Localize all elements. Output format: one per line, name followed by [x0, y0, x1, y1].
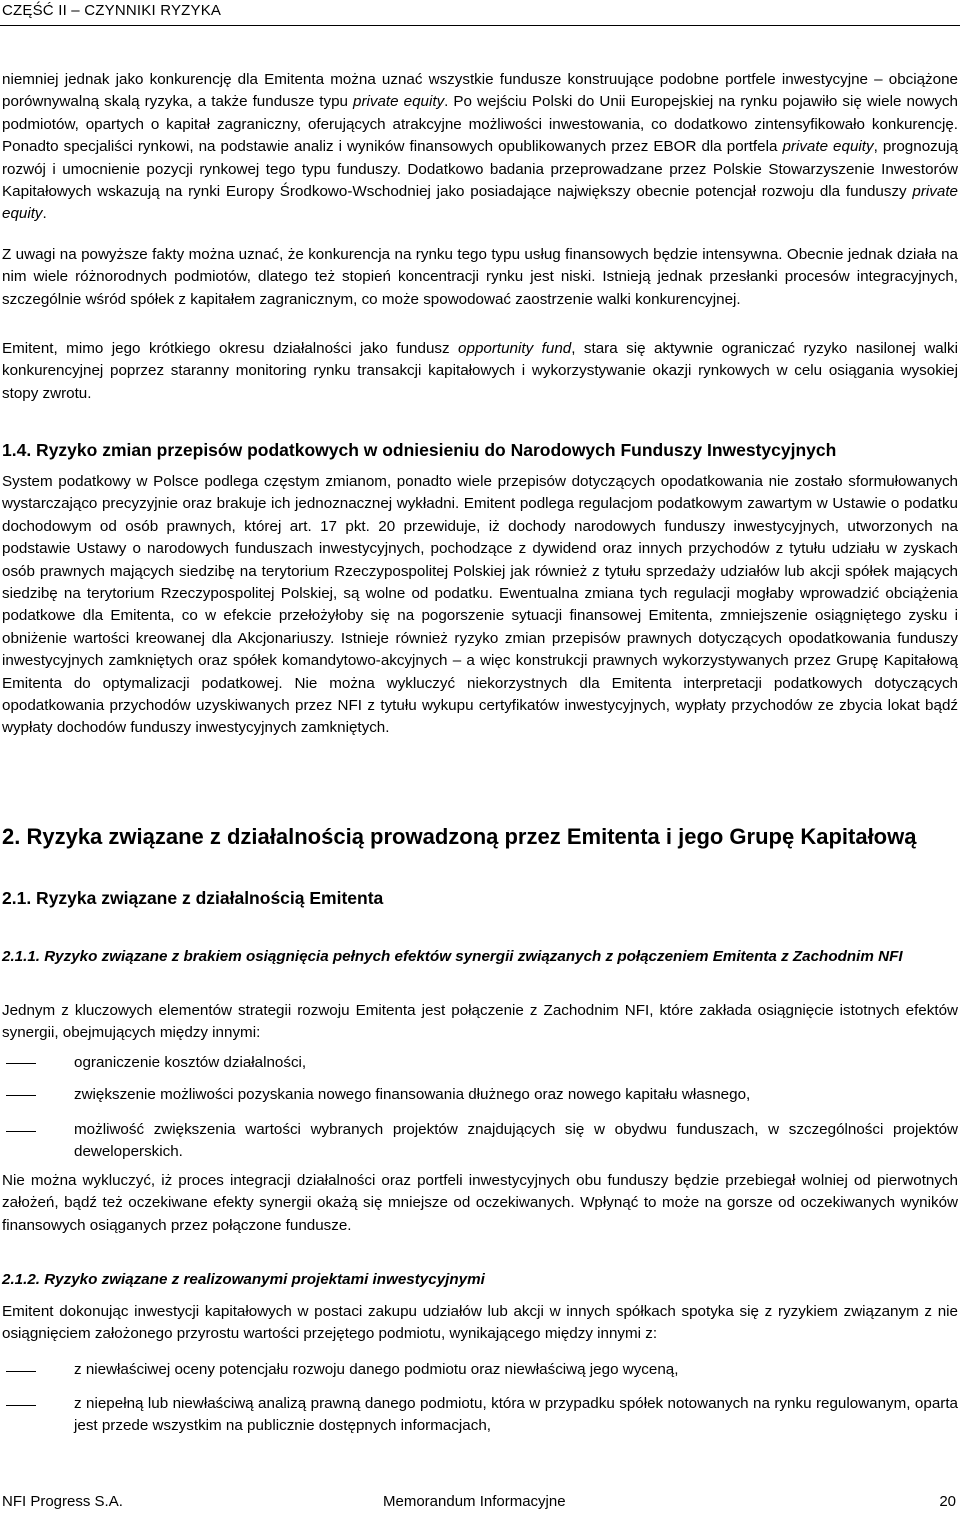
paragraph-synergy-intro: Jednym z kluczowych elementów strategii rozwoju Emitenta jest połączenie z Zachodnim NFI, które zakłada osiągnięcie istotnych efektów synergii, obejmujących między innymi: — [2, 1002, 958, 1042]
running-header: CZĘŚĆ II – CZYNNIKI RYZYKA — [2, 2, 222, 19]
list-item: zwiększenie możliwości pozyskania nowego finansowania dłużnego oraz nowego kapitału własnego, — [74, 1086, 751, 1103]
section-heading-2-1-1: 2.1.1. Ryzyko związane z brakiem osiągnięcia pełnych efektów synergii związanych z połączeniem Emitenta z Zachodnim NFI — [2, 948, 903, 965]
list-dash — [6, 1371, 36, 1372]
paragraph-tax-system: System podatkowy w Polsce podlega częstym zmianom, ponadto wiele przepisów dotyczących opodatkowania nie zostało sformułowanych wystarczająco precyzyjnie oraz brakuje ich jednoznacznej wykładni. Emitent podlega regulacjom podatkowym zawartym w Ustawie o podatku dochodowym od osób prawnych, której art. 17 pkt. 20 przewiduje, iż dochody narodowych funduszy inwestycyjnych, utworzonych na podstawie Ustawy o narodowych funduszach inwestycyjnych, pochodzące z dywidend oraz innych przychodów z tytułu udziału w zyskach osób prawnych mających siedzibę na terytorium Rzeczypospolitej Polskiej jak również z tytułu sprzedaży udziałów lub akcji spółek mających siedzibę na terytorium Rzeczypospolitej Polskiej, są wolne od podatku. Ewentualna zmiana tych regulacji mogłaby wprowadzić obciążenia podatkowe dla Emitenta, co w efekcie przełożyłoby się na pogorszenie sytuacji finansowej Emitenta, zmniejszenie osiągniętego zysku i obniżenie wartości kreowanej dla Akcjonariuszy. Istnieje również ryzyko zmian przepisów prawnych dotyczących opodatkowania funduszy inwestycyjnych zamkniętych oraz spółek komandytowo-akcyjnych – a więc konstrukcji prawnych wykorzystywanych przez Grupę Kapitałową Emitenta do optymalizacji podatkowej. Nie można wykluczyć niekorzystnych dla Emitenta interpretacji podatkowych dotyczących opodatkowania przychodów uzyskiwanych przez NFI z tytułu wykupu certyfikatów inwestycyjnych, wypłaty przychodów ze zbycia lokat bądź wypłaty dochodów funduszy inwestycyjnych zamkniętych. — [2, 473, 958, 737]
list-item: z niepełną lub niewłaściwą analizą prawną danego podmiotu, która w przypadku spółek notowanych na rynku regulowanym, oparta jest przede wszystkim na publicznie dostępnych informacjach, — [74, 1395, 958, 1435]
footer-company: NFI Progress S.A. — [2, 1493, 123, 1510]
footer-page-number: 20 — [939, 1493, 956, 1510]
list-dash — [6, 1063, 36, 1064]
section-heading-2-1-2: 2.1.2. Ryzyko związane z realizowanymi projektami inwestycyjnymi — [2, 1271, 485, 1288]
section-heading-2: 2. Ryzyka związane z działalnością prowadzoną przez Emitenta i jego Grupę Kapitałową — [2, 824, 917, 849]
list-dash — [6, 1095, 36, 1096]
paragraph-integration-risk: Nie można wykluczyć, iż proces integracji działalności oraz portfeli inwestycyjnych obu funduszy będzie przebiegał wolniej od pierwotnych założeń, bądź też oczekiwane efekty synergii okażą się mniejsze od oczekiwanych. Wpłynąć to może na gorsze od oczekiwanych wyników finansowych osiąganych przez połączone fundusze. — [2, 1172, 958, 1234]
footer-document-title: Memorandum Informacyjne — [383, 1493, 566, 1510]
paragraph-market-intensity: Z uwagi na powyższe fakty można uznać, że konkurencja na rynku tego typu usług finansowych będzie intensywna. Obecnie jednak działa na nim wiele różnorodnych podmiotów, dlatego też stopień koncentracji rynku jest niski. Istnieją jednak przesłanki procesów integracyjnych, szczególnie wśród spółek z kapitałem zagranicznym, co może spowodować zaostrzenie walki konkurencyjnej. — [2, 246, 958, 308]
list-dash — [6, 1405, 36, 1406]
paragraph-investment-risk: Emitent dokonując inwestycji kapitałowych w postaci zakupu udziałów lub akcji w innych spółkach spotyka się z ryzykiem związanym z nie osiągnięciem założonego przyrostu wartości przejętego podmiotu, wynikającego między innymi z: — [2, 1303, 958, 1343]
list-dash — [6, 1131, 36, 1132]
list-item: ograniczenie kosztów działalności, — [74, 1054, 307, 1071]
list-item: z niewłaściwej oceny potencjału rozwoju danego podmiotu oraz niewłaściwą jego wyceną, — [74, 1361, 679, 1378]
section-heading-1-4: 1.4. Ryzyko zmian przepisów podatkowych w odniesieniu do Narodowych Funduszy Inwestycyjnych — [2, 440, 837, 460]
header-divider — [0, 25, 960, 26]
paragraph-emitent-strategy: Emitent, mimo jego krótkiego okresu działalności jako fundusz opportunity fund, stara się aktywnie ograniczać ryzyko nasilonej walki konkurencyjnej poprzez staranny monitoring rynku transakcji kapitałowych i wykorzystywanie okazji rynkowych w celu osiągania wysokiej stopy zwrotu. — [2, 340, 958, 402]
paragraph-competition: niemniej jednak jako konkurencję dla Emitenta można uznać wszystkie fundusze konstruujące podobne portfele inwestycyjne – obciążone porównywalną skalą ryzyka, a także fundusze typu private equity. Po wejściu Polski do Unii Europejskiej na rynku pojawiło się wiele nowych podmiotów, opartych o kapitał zagraniczny, oferujących atrakcyjne możliwości inwestowania, co dodatkowo zintensyfikowało konkurencję. Ponadto specjaliści rynkowi, na podstawie analiz i wyników finansowych opublikowanych przez EBOR dla portfela private equity, prognozują rozwój i umocnienie pozycji rynkowej tego typu funduszy. Dodatkowo badania przeprowadzane przez Polskie Stowarzyszenie Inwestorów Kapitałowych wskazują na rynki Europy Środkowo-Wschodniej jako posiadające największy obecnie potencjał rozwoju dla funduszy private equity. — [2, 71, 958, 223]
list-item: możliwość zwiększenia wartości wybranych projektów znajdujących się w obydwu funduszach, w szczególności projektów deweloperskich. — [74, 1121, 958, 1161]
section-heading-2-1: 2.1. Ryzyka związane z działalnością Emitenta — [2, 888, 384, 908]
